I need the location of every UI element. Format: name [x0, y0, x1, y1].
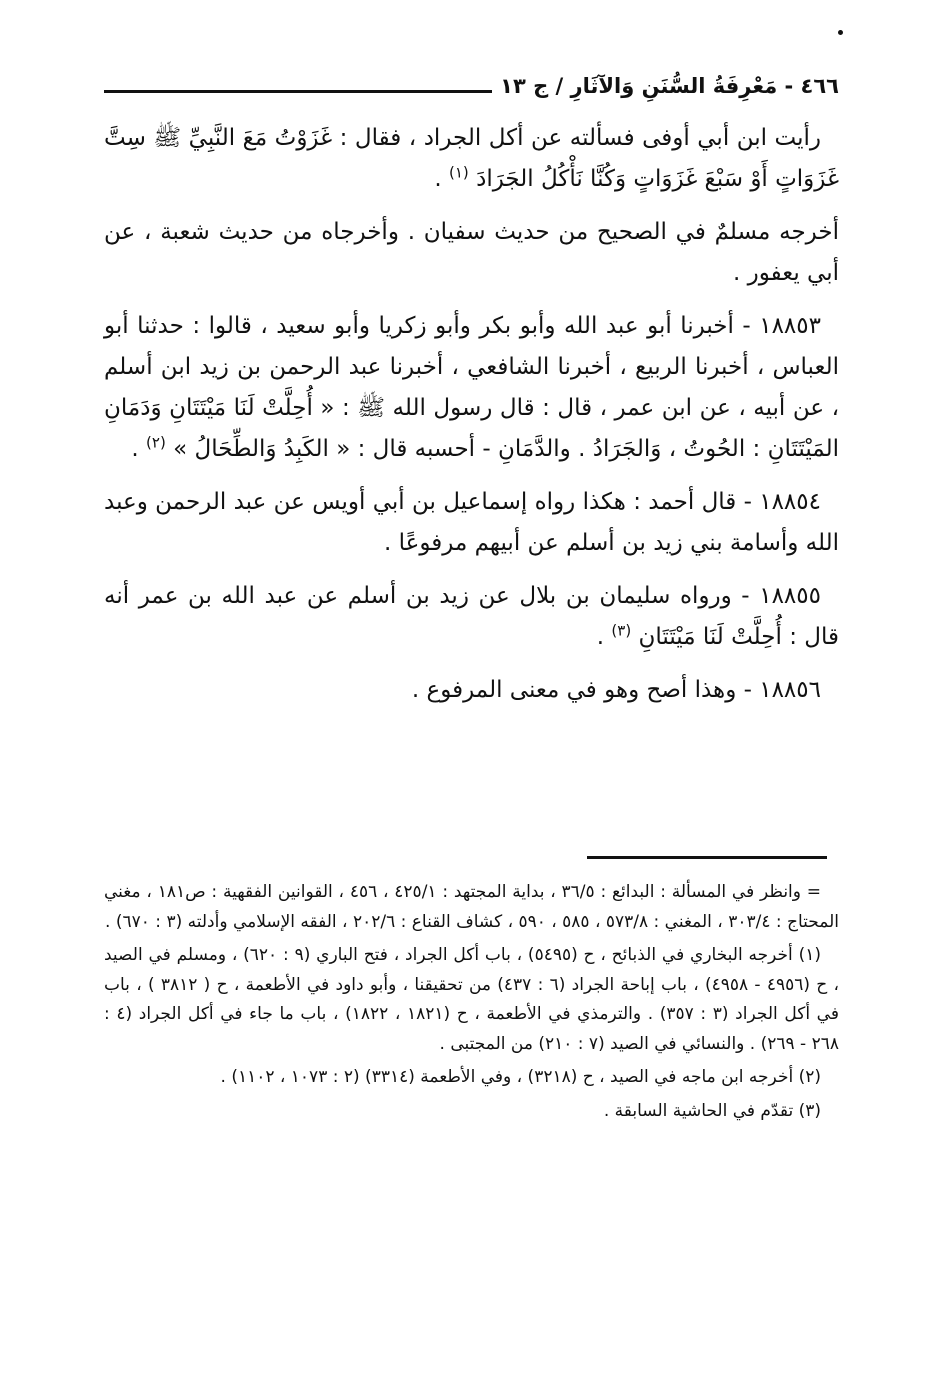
hadith-18853-end: . — [131, 436, 147, 462]
footnote-ref-3: (٣) — [611, 621, 632, 640]
hadith-18855-text: ١٨٨٥٥ - ورواه سليمان بن بلال عن زيد بن أسلم عن عبد الله بن عمر أنه قال : أُحِلَّتْ لَنَا مَيْتَتَانِ — [104, 583, 839, 650]
hadith-18853-text: ١٨٨٥٣ - أخبرنا أبو عبد الله وأبو بكر وأبو زكريا وأبو سعيد ، قالوا : حدثنا أبو العباس ، أخبرنا الربيع ، أخبرنا الشافعي ، أخبرنا عبد الرحمن بن زيد ابن أسلم ، عن أبيه ، عن ابن عمر ، قال : قال رسول الله ﷺ : « أُحِلَّتْ لَنَا مَيْتَتَانِ وَدَمَانِ المَيْتَتَانِ : الحُوتُ ، وَالجَرَادُ . والدَّمَانِ - أحسبه قال : « الكَبِدُ وَالطِّحَالُ » — [104, 313, 839, 462]
page-header — [104, 68, 839, 104]
hadith-18853 — [104, 306, 839, 470]
footnote-3: (٣) تقدّم في الحاشية السابقة . — [603, 1100, 821, 1121]
footnote-separator — [587, 856, 827, 859]
paragraph-1-end: . — [434, 166, 449, 192]
hadith-18856: ١٨٨٥٦ - وهذا أصح وهو في معنى المرفوع . — [411, 677, 821, 703]
footnote-1: (١) أخرجه البخاري في الذبائح ، ح (٥٤٩٥) ، باب أكل الجراد ، فتح الباري (٩ : ٦٢٠) ، ومسلم في الصيد ، ح (٤٩٥٦ - ٤٩٥٨) ، باب إباحة الجراد (٦ : ٤٣٧) من تحقيقنا ، وأبو داود في الأطعمة ، ح ( ٣٨١٢ ) ، باب في أكل الجراد (٣ : ٣٥٧) . والترمذي في الأطعمة ، ح (١٨٢١ ، ١٨٢٢) ، باب ما جاء في أكل الجراد (٤ : ٢٦٨ - ٢٦٩) . والنسائي في الصيد (٧ : ٢١٠) من المجتبى . — [104, 945, 839, 1054]
hadith-18854: ١٨٨٥٤ - قال أحمد : هكذا رواه إسماعيل بن أبي أويس عن عبد الرحمن وعبد الله وأسامة بني زيد بن أسلم عن أبيهم مرفوعًا . — [104, 489, 839, 556]
footnotes — [104, 878, 839, 1130]
paragraph-1-text: رأيت ابن أبي أوفى فسألته عن أكل الجراد ، فقال : غَزَوْتُ مَعَ النَّبِيِّ ﷺ سِتَّ غَزَوَاتٍ أَوْ سَبْعَ غَزَوَاتٍ وَكُنَّا نَأْكُلُ الجَرَادَ — [104, 125, 839, 192]
page-mark — [838, 30, 843, 35]
footnote-ref-2: (٢) — [146, 433, 166, 452]
footnote-2: (٢) أخرجه ابن ماجه في الصيد ، ح (٣٢١٨) ، وفي الأطعمة (٣٣١٤) (٢ : ١٠٧٣ ، ١١٠٢) . — [220, 1067, 821, 1087]
hadith-18855 — [104, 576, 839, 658]
footnote-ref-1: (١) — [449, 163, 469, 182]
running-title: ٤٦٦ - مَعْرِفَةُ السُّنَنِ وَالآثَارِ / ج ١٣ — [500, 74, 839, 98]
paragraph-1 — [104, 118, 839, 200]
header-rule — [104, 90, 492, 93]
main-text — [104, 118, 839, 723]
hadith-18855-end: . — [596, 624, 612, 650]
footnote-continuation: = وانظر في المسألة : البدائع : ٣٦/٥ ، بداية المجتهد : ٤٢٥/١ ، ٤٥٦ ، القوانين الفقهية : ص١٨١ ، مغني المحتاج : ٣٠٣/٤ ، المغني : ٥٧٣/٨ ، ٥٨٥ ، ٥٩٠ ، كشاف القناع : ٢٠٢/٦ ، الفقه الإسلامي وأدلته (٣ : ٦٧٠) . — [104, 882, 839, 932]
paragraph-2: أخرجه مسلمٌ في الصحيح من حديث سفيان . وأخرجاه من حديث شعبة ، عن أبي يعفور . — [104, 219, 839, 286]
